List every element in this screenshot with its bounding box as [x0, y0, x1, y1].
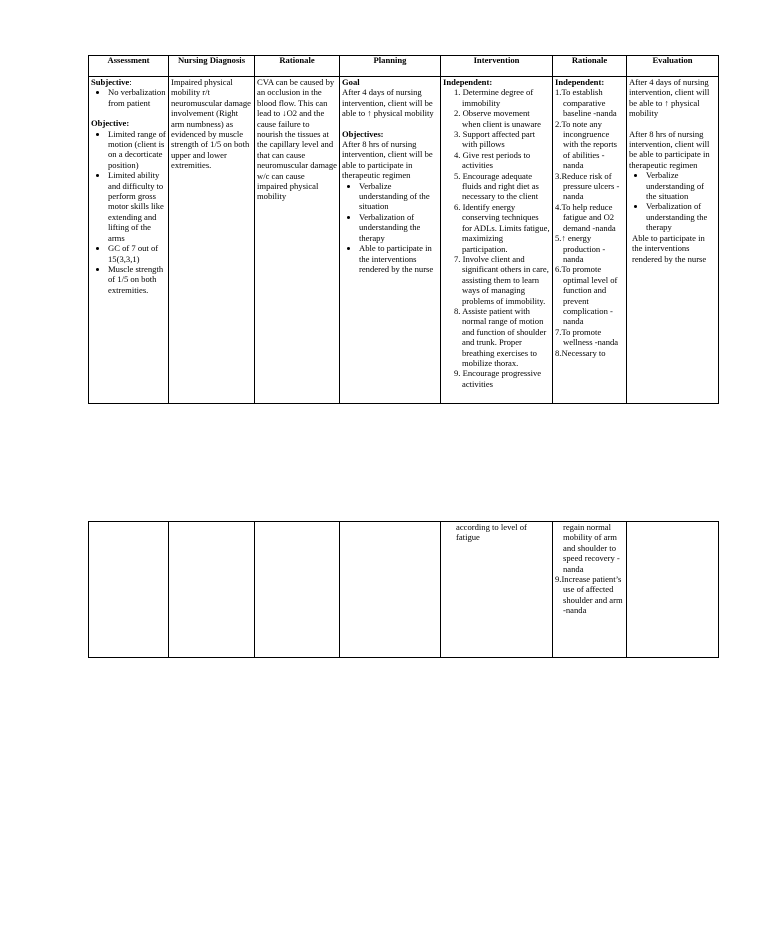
rationale2-continued: 9.Increase patient’s use of affected shoulder and arm -nanda [555, 574, 623, 616]
assessment-cell-empty [89, 522, 169, 658]
objectives-label: Objectives: [342, 128, 384, 139]
planning-objective-item: • Verbalize understanding of the situation [359, 181, 438, 212]
intervention-item: 3. Support affected part with pillows [454, 129, 535, 150]
objective-item: • Limited range of motion (client is on a decorticate position) [108, 129, 166, 171]
intervention-item: 7. Involve client and significant others in care, assisting them to learn ways of managing problems of immobility. [454, 253, 549, 306]
objectives-text: After 8 hrs of nursing intervention, client will be able to participate in therapeutic regimen [342, 139, 433, 181]
intervention-item: 9. Encourage progressive activities [454, 368, 542, 389]
rationale2-label: Independent: [555, 77, 605, 87]
evaluation-item: • Verbalization of understanding the therapy [646, 201, 716, 232]
objective-item: • Limited ability and difficulty to perform gross motor skills like extending and lifting of the arms [108, 170, 166, 243]
care-plan-table-continued [88, 521, 719, 658]
evaluation-text-1: After 4 days of nursing intervention, client will be able to ↑ physical mobility [629, 77, 710, 119]
intervention-item: 5. Encourage adequate fluids and right diet as necessary to the client [454, 170, 539, 202]
rationale2-item: 2.To note any incongruence with the reports of abilities -nanda [555, 118, 617, 171]
rationale2-cell-continued [553, 522, 627, 658]
rationale2-item: 6.To promote optimal level of function and prevent complication -nanda [555, 264, 618, 327]
evaluation-text-3: Able to participate in the interventions rendered by the nurse [632, 232, 707, 264]
subjective-colon: : [129, 77, 132, 87]
subjective-item: • No verbalization from patient [108, 87, 166, 108]
planning-objective-item: • Verbalization of understanding the therapy [359, 212, 438, 243]
diagnosis-cell: Impaired physical mobility r/t neuromuscular damage involvement (Right arm numbness) as evidenced by muscle strength of 1/5 on both upper and lower extremities. [169, 77, 255, 404]
goal-label: Goal [342, 77, 360, 87]
intervention-item: 2. Observe movement when client is unaware [454, 108, 541, 129]
intervention-label: Independent: [443, 77, 493, 87]
intervention-item: 6. Identify energy conserving techniques for ADLs. Limits fatigue, maximizing participation. [454, 201, 550, 254]
assessment-cell [89, 77, 169, 404]
header-rationale: Rationale [255, 56, 340, 77]
planning-objective-item: • Able to participate in the interventions rendered by the nurse [359, 243, 438, 274]
diagnosis-cell-empty [169, 522, 255, 658]
planning-cell-empty [340, 522, 441, 658]
intervention-cell [441, 77, 553, 404]
header-evaluation: Evaluation [627, 56, 719, 77]
rationale2-item: 3.Reduce risk of pressure ulcers -nanda [555, 170, 620, 202]
rationale-cell-empty [255, 522, 340, 658]
intervention-item: 8. Assiste patient with normal range of motion and function of shoulder and trunk. Proper breathing exercises to mobilize thorax. [454, 305, 547, 368]
evaluation-item: • Verbalize understanding of the situation [646, 170, 716, 201]
rationale-cell: CVA can be caused by an occlusion in the blood flow. This can lead to ↓O2 and the cause failure to nourish the tissues at the capillary level and that can cause neuromuscular damage w/c can cause impaired physical mobility [255, 77, 340, 404]
intervention-cell-continued [441, 522, 553, 658]
rationale2-item: 8.Necessary to [555, 347, 606, 358]
header-assessment: Assessment [89, 56, 169, 77]
evaluation-text-2: After 8 hrs of nursing intervention, client will be able to participate in therapeutic regimen [629, 128, 710, 170]
evaluation-cell-empty [627, 522, 719, 658]
rationale2-cell [553, 77, 627, 404]
rationale2-item: 1.To establish comparative baseline -nanda [555, 87, 617, 119]
intervention-item: 4. Give rest periods to activities [454, 149, 531, 171]
goal-text: After 4 days of nursing intervention, client will be able to ↑ physical mobility [342, 87, 434, 119]
header-row [89, 56, 719, 77]
intervention-continued: according to level of fatigue [456, 522, 527, 543]
rationale2-item: 5.↑ energy production -nanda [555, 233, 606, 264]
planning-cell [340, 77, 441, 404]
rationale2-item: 4.To help reduce fatigue and O2 demand -nanda [555, 201, 616, 233]
header-nursing-diagnosis: Nursing Diagnosis [169, 56, 255, 77]
intervention-item: 1. Determine degree of immobility [454, 87, 534, 108]
care-plan-row-continued [89, 522, 719, 658]
subjective-label: Subjective [91, 77, 130, 87]
care-plan-table [88, 55, 719, 404]
rationale2-continued: regain normal mobility of arm and shoulder to speed recovery -nanda [563, 522, 620, 574]
care-plan-row [89, 77, 719, 404]
header-planning: Planning [340, 56, 441, 77]
header-rationale-2: Rationale [553, 56, 627, 77]
objective-item: • GC of 7 out of 15(3,3,1) [108, 243, 166, 264]
rationale2-item: 7.To promote wellness -nanda [555, 326, 619, 348]
evaluation-cell [627, 77, 719, 404]
objective-item: • Muscle strength of 1/5 on both extremities. [108, 264, 166, 295]
objective-label: Objective: [91, 118, 130, 129]
header-intervention: Intervention [441, 56, 553, 77]
